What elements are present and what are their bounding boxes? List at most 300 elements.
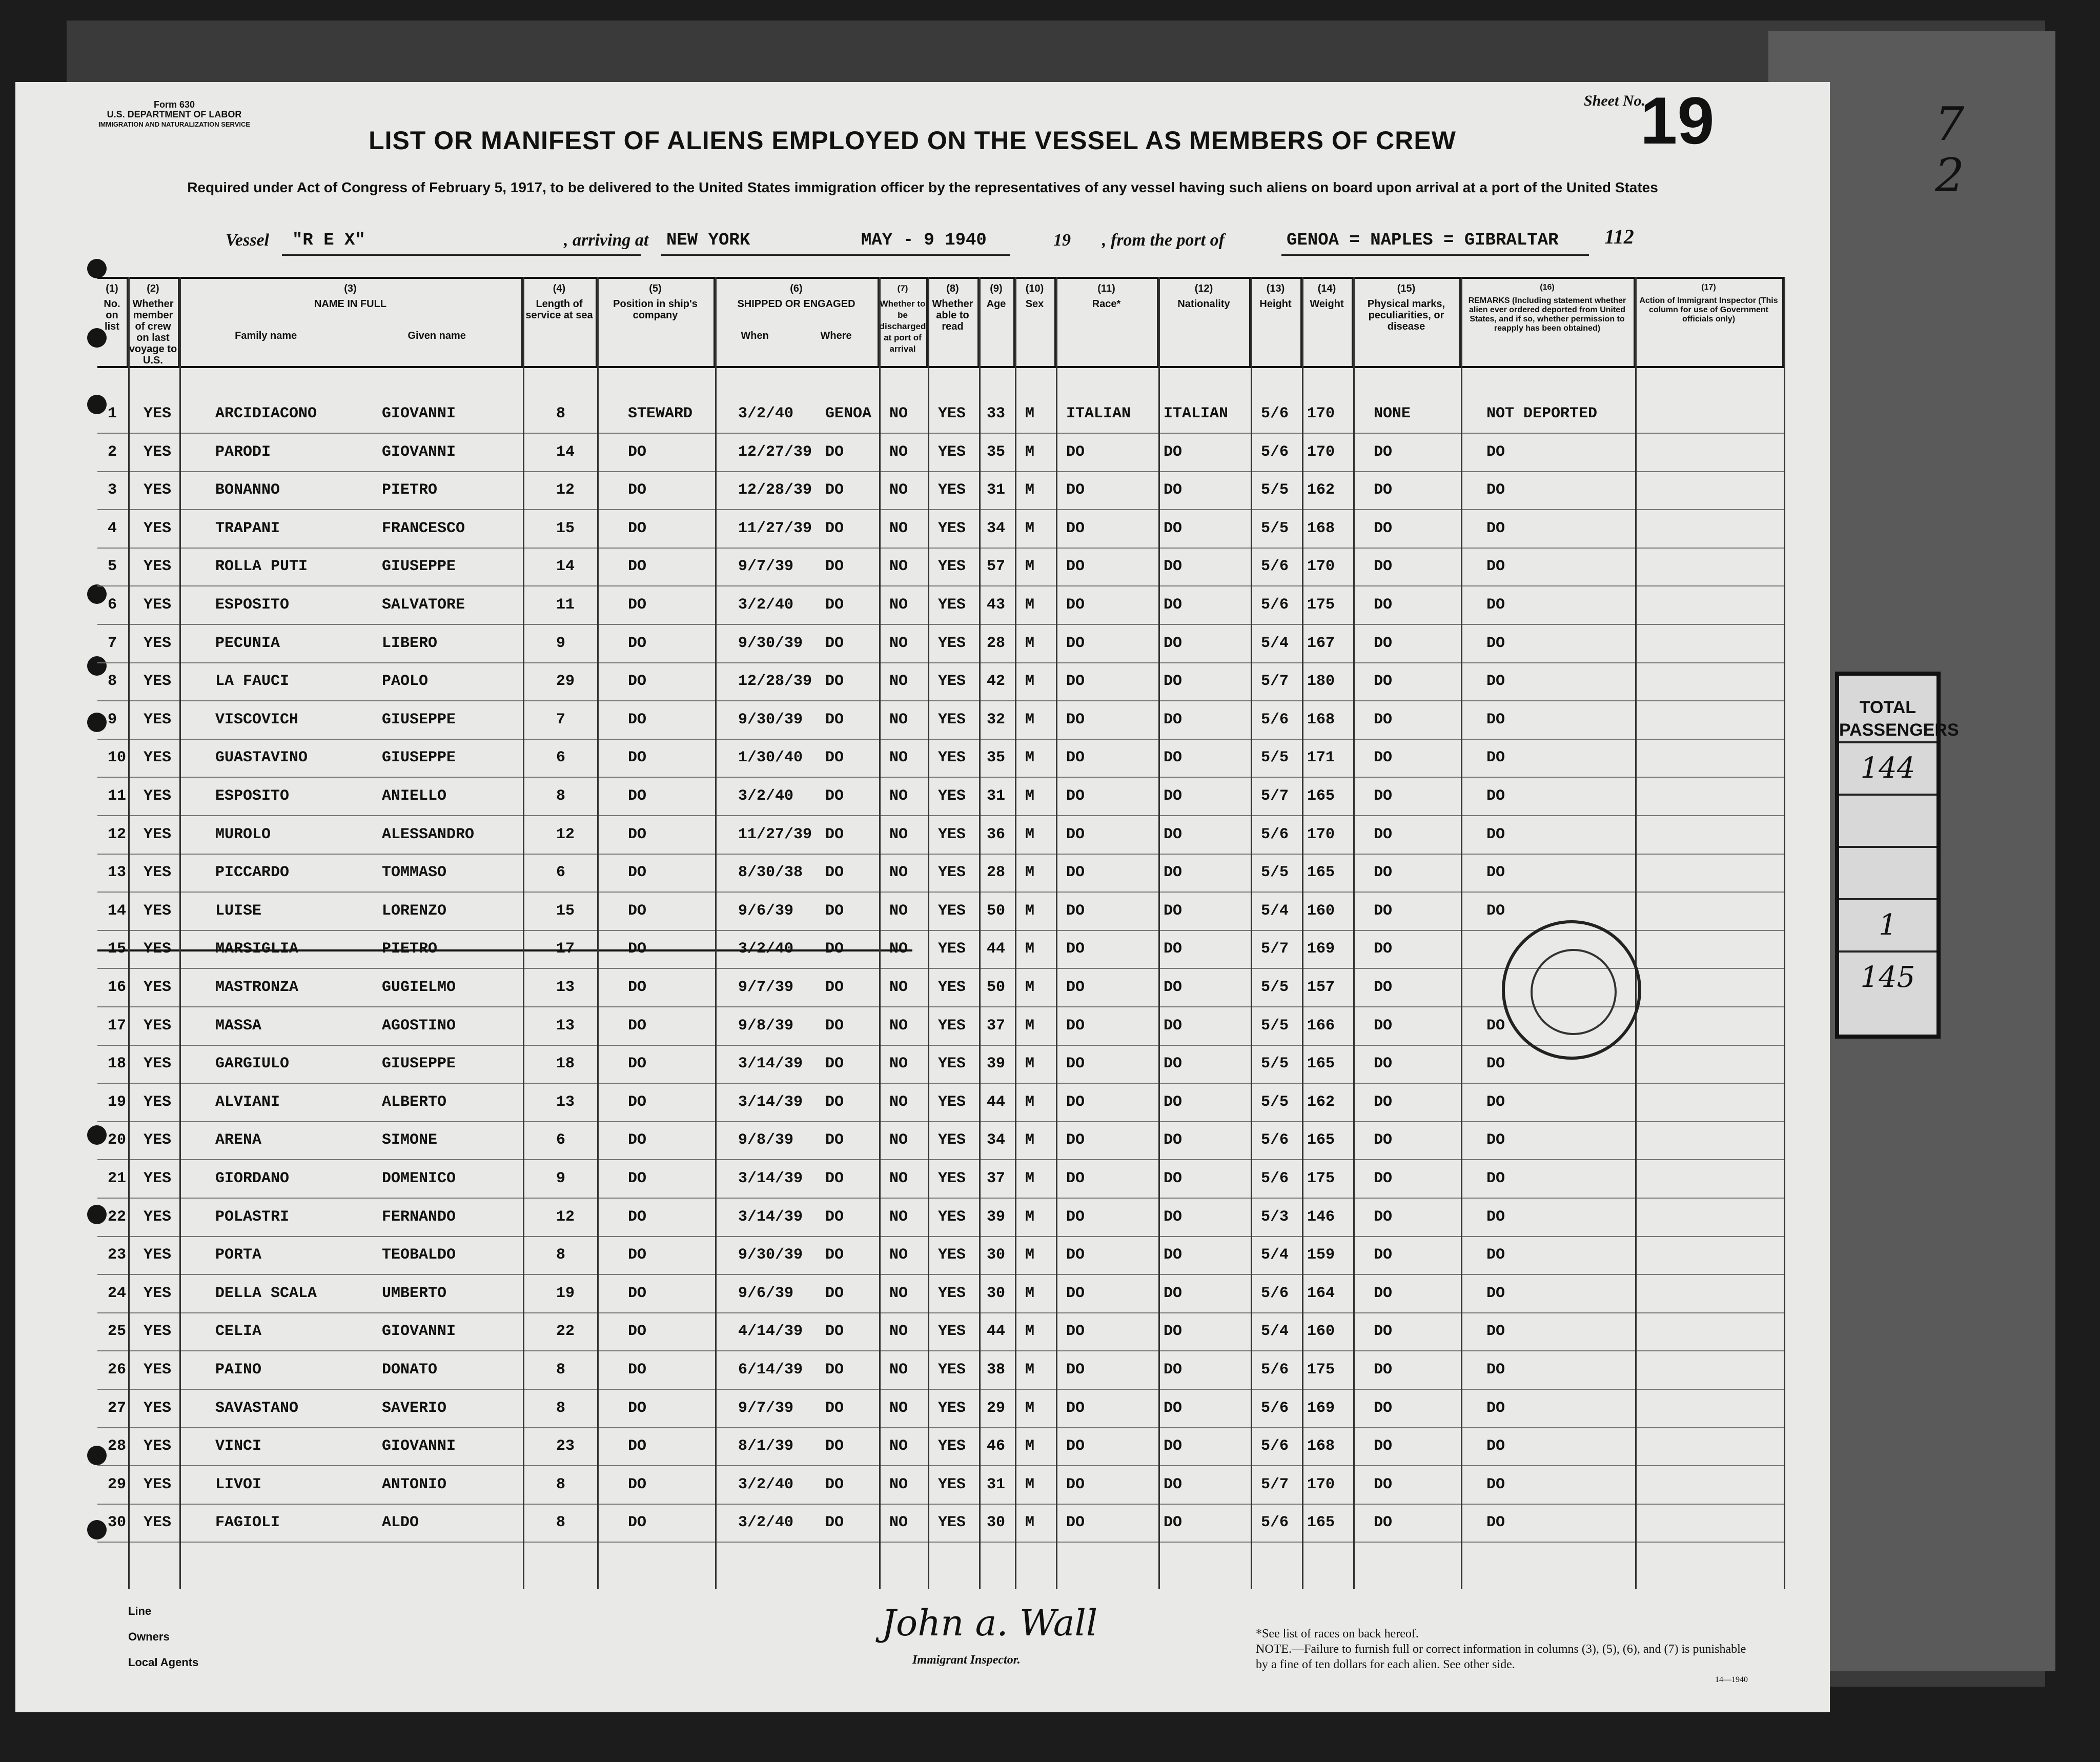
- table-cell: TRAPANI: [215, 519, 280, 537]
- table-cell: DO: [1066, 1246, 1085, 1264]
- table-cell: PARODI: [215, 443, 271, 461]
- table-cell: 17: [556, 940, 575, 958]
- table-cell: GIUSEPPE: [382, 711, 456, 728]
- table-cell: M: [1025, 979, 1035, 996]
- table-cell: 168: [1307, 711, 1335, 728]
- total-count: 112: [1604, 225, 1634, 248]
- table-cell: DO: [1374, 1055, 1393, 1073]
- table-cell: NO: [889, 1131, 908, 1149]
- table-cell: TEOBALDO: [382, 1246, 456, 1264]
- table-cell: DO: [1486, 1093, 1505, 1111]
- table-cell: YES: [144, 1093, 172, 1111]
- table-cell: YES: [938, 443, 966, 461]
- table-cell: DO: [1374, 1323, 1393, 1341]
- table-cell: 5/6: [1261, 558, 1289, 576]
- table-cell: DO: [1486, 443, 1505, 461]
- table-cell: BONANNO: [215, 481, 280, 499]
- table-cell: M: [1025, 443, 1035, 461]
- table-cell: ANIELLO: [382, 787, 447, 805]
- table-cell: NO: [889, 673, 908, 691]
- table-cell: 8: [556, 1361, 566, 1379]
- table-cell: 160: [1307, 1323, 1335, 1341]
- table-row: [97, 395, 1784, 434]
- table-cell: M: [1025, 825, 1035, 843]
- table-cell: DO: [1374, 749, 1393, 767]
- table-cell: YES: [144, 1284, 172, 1302]
- table-row: [97, 662, 1784, 701]
- table-cell: DO: [1486, 1361, 1505, 1379]
- table-cell: DO: [1374, 558, 1393, 576]
- table-cell: YES: [938, 634, 966, 652]
- table-cell: NO: [889, 519, 908, 537]
- table-cell: 5/7: [1261, 787, 1289, 805]
- column-rule: [179, 277, 181, 1589]
- table-cell: M: [1025, 634, 1035, 652]
- table-cell: 3/2/40: [738, 1475, 794, 1493]
- table-cell: 23: [108, 1246, 127, 1264]
- col-header: (7) Whether to be discharged at port of arrival: [879, 279, 928, 366]
- table-cell: 39: [987, 1055, 1006, 1073]
- table-cell: DO: [1486, 902, 1505, 920]
- table-cell: DO: [825, 864, 844, 882]
- col-header: (14) Weight: [1302, 279, 1353, 366]
- table-cell: 5/5: [1261, 1093, 1289, 1111]
- table-cell: 171: [1307, 749, 1335, 767]
- table-cell: 34: [987, 519, 1006, 537]
- table-cell: GENOA: [825, 405, 872, 422]
- table-row: [97, 1466, 1784, 1505]
- table-row: [97, 892, 1784, 931]
- table-cell: DO: [1374, 825, 1393, 843]
- vessel-label: Vessel: [226, 231, 269, 250]
- table-cell: DO: [1486, 1399, 1505, 1417]
- table-cell: 3/14/39: [738, 1093, 803, 1111]
- table-cell: YES: [144, 1170, 172, 1187]
- table-cell: YES: [144, 1514, 172, 1532]
- table-cell: 5/6: [1261, 711, 1289, 728]
- table-cell: DO: [825, 1284, 844, 1302]
- table-cell: 11/27/39: [738, 825, 812, 843]
- table-cell: PECUNIA: [215, 634, 280, 652]
- table-cell: DO: [1486, 1208, 1505, 1226]
- table-cell: DO: [1374, 902, 1393, 920]
- table-cell: 11: [556, 596, 575, 614]
- table-cell: 31: [987, 481, 1006, 499]
- table-cell: 13: [108, 864, 127, 882]
- table-cell: 17: [108, 1017, 127, 1035]
- table-cell: ITALIAN: [1164, 405, 1229, 422]
- table-cell: VINCI: [215, 1437, 262, 1455]
- tally-cell: [1839, 846, 1936, 898]
- table-cell: DO: [1066, 940, 1085, 958]
- table-cell: DO: [1164, 825, 1182, 843]
- table-cell: YES: [938, 1131, 966, 1149]
- table-row: [97, 1504, 1784, 1543]
- table-cell: DO: [1066, 1170, 1085, 1187]
- table-cell: DO: [628, 749, 647, 767]
- from-ports: GENOA = NAPLES = GIBRALTAR: [1287, 231, 1559, 250]
- table-cell: M: [1025, 787, 1035, 805]
- col-header: (10) Sex: [1015, 279, 1056, 366]
- table-row: [97, 854, 1784, 893]
- table-cell: DO: [1486, 1437, 1505, 1455]
- table-cell: GARGIULO: [215, 1055, 290, 1073]
- table-cell: M: [1025, 1093, 1035, 1111]
- table-cell: 6: [556, 864, 566, 882]
- column-rule: [1635, 277, 1637, 1589]
- table-cell: 5/6: [1261, 1131, 1289, 1149]
- table-cell: 30: [987, 1284, 1006, 1302]
- footnote: [1256, 1626, 1748, 1688]
- table-cell: DO: [1164, 1437, 1182, 1455]
- table-cell: YES: [938, 481, 966, 499]
- table-cell: 3/14/39: [738, 1208, 803, 1226]
- table-cell: M: [1025, 1170, 1035, 1187]
- table-cell: 5/6: [1261, 405, 1289, 422]
- table-cell: SALVATORE: [382, 596, 465, 614]
- table-cell: 12: [556, 825, 575, 843]
- table-cell: 8: [556, 1399, 566, 1417]
- inspector-signature: John a. Wall: [882, 1602, 1098, 1644]
- table-cell: 46: [987, 1437, 1006, 1455]
- table-cell: NO: [889, 634, 908, 652]
- stamp-inner-ring: [1531, 949, 1617, 1035]
- column-rule: [879, 277, 881, 1589]
- table-cell: ALVIANI: [215, 1093, 280, 1111]
- table-cell: YES: [144, 825, 172, 843]
- col-header: (3) NAME IN FULL Family name Given name: [179, 279, 523, 366]
- table-cell: M: [1025, 481, 1035, 499]
- table-cell: YES: [938, 940, 966, 958]
- tally-cell: [1839, 794, 1936, 846]
- print-code: 14—1940: [1715, 1675, 1748, 1684]
- table-cell: 32: [987, 711, 1006, 728]
- table-cell: NO: [889, 1514, 908, 1532]
- table-cell: 29: [108, 1475, 127, 1493]
- table-cell: YES: [938, 596, 966, 614]
- table-cell: 3/2/40: [738, 787, 794, 805]
- inspector-caption: Immigrant Inspector.: [912, 1653, 1021, 1667]
- table-cell: M: [1025, 519, 1035, 537]
- table-cell: 4: [108, 519, 117, 537]
- consulate-stamp: [1502, 920, 1641, 1060]
- column-rule: [928, 277, 929, 1589]
- table-row: [97, 1160, 1784, 1199]
- table-cell: DO: [1066, 1017, 1085, 1035]
- column-rule: [128, 277, 130, 1589]
- table-cell: DO: [1066, 1131, 1085, 1149]
- table-cell: 27: [108, 1399, 127, 1417]
- column-rule: [1784, 277, 1785, 1589]
- table-cell: MASTRONZA: [215, 979, 299, 996]
- table-cell: GIOVANNI: [382, 1323, 456, 1341]
- table-cell: M: [1025, 673, 1035, 691]
- table-cell: M: [1025, 1437, 1035, 1455]
- note-text: NOTE.—Failure to furnish full or correct information in columns (3), (5), (6), and (7) is punishable by a fine of ten dollars for each alien. See other side.: [1256, 1643, 1746, 1671]
- table-cell: NONE: [1374, 405, 1411, 422]
- table-cell: DO: [1066, 1055, 1085, 1073]
- table-cell: ALDO: [382, 1514, 419, 1532]
- table-cell: YES: [144, 443, 172, 461]
- col-header: (12) Nationality: [1158, 279, 1251, 366]
- table-cell: 9/7/39: [738, 558, 794, 576]
- form-tag: [92, 100, 256, 129]
- table-cell: 9/6/39: [738, 902, 794, 920]
- table-cell: 9: [556, 634, 566, 652]
- table-cell: 3/2/40: [738, 1514, 794, 1532]
- table-cell: DO: [628, 787, 647, 805]
- table-cell: DO: [1374, 711, 1393, 728]
- table-cell: SAVASTANO: [215, 1399, 299, 1417]
- table-cell: DO: [1164, 902, 1182, 920]
- table-cell: YES: [144, 1361, 172, 1379]
- table-cell: DO: [825, 481, 844, 499]
- table-cell: NO: [889, 787, 908, 805]
- table-row: [97, 1351, 1784, 1390]
- table-cell: DO: [1374, 443, 1393, 461]
- table-cell: 57: [987, 558, 1006, 576]
- table-cell: 9/30/39: [738, 711, 803, 728]
- table-cell: NO: [889, 481, 908, 499]
- table-cell: YES: [938, 825, 966, 843]
- table-cell: DO: [1374, 1131, 1393, 1149]
- table-cell: 165: [1307, 1055, 1335, 1073]
- table-cell: M: [1025, 1284, 1035, 1302]
- table-cell: LA FAUCI: [215, 673, 290, 691]
- table-cell: GIORDANO: [215, 1170, 290, 1187]
- table-cell: 8: [556, 1475, 566, 1493]
- underline: [661, 254, 866, 256]
- table-cell: 39: [987, 1208, 1006, 1226]
- table-cell: YES: [144, 1131, 172, 1149]
- table-cell: GIUSEPPE: [382, 1055, 456, 1073]
- table-cell: DO: [1486, 634, 1505, 652]
- table-cell: YES: [938, 1475, 966, 1493]
- table-cell: DO: [1486, 787, 1505, 805]
- table-cell: YES: [144, 749, 172, 767]
- table-cell: 170: [1307, 405, 1335, 422]
- table-cell: 160: [1307, 902, 1335, 920]
- table-cell: DO: [1486, 1246, 1505, 1264]
- table-cell: DO: [1486, 825, 1505, 843]
- table-cell: 3: [108, 481, 117, 499]
- table-cell: DO: [1066, 825, 1085, 843]
- table-cell: DO: [1164, 711, 1182, 728]
- table-cell: DO: [1486, 1017, 1505, 1035]
- table-cell: DO: [825, 673, 844, 691]
- margin-note-2: 2: [1935, 149, 1965, 202]
- table-cell: NO: [889, 902, 908, 920]
- table-cell: DO: [1164, 673, 1182, 691]
- table-cell: 44: [987, 1323, 1006, 1341]
- table-cell: DO: [1374, 1361, 1393, 1379]
- table-cell: SAVERIO: [382, 1399, 447, 1417]
- table-cell: DO: [1164, 1361, 1182, 1379]
- table-cell: NO: [889, 1475, 908, 1493]
- table-cell: NO: [889, 1055, 908, 1073]
- table-cell: 50: [987, 979, 1006, 996]
- table-cell: DO: [825, 1170, 844, 1187]
- table-cell: DO: [628, 1055, 647, 1073]
- table-cell: DO: [825, 940, 844, 958]
- table-cell: NO: [889, 825, 908, 843]
- table-cell: 44: [987, 1093, 1006, 1111]
- table-cell: DO: [628, 940, 647, 958]
- table-cell: 170: [1307, 443, 1335, 461]
- table-cell: ARENA: [215, 1131, 262, 1149]
- table-cell: STEWARD: [628, 405, 693, 422]
- table-cell: 4/14/39: [738, 1323, 803, 1341]
- table-cell: DO: [628, 1475, 647, 1493]
- table-cell: 9/30/39: [738, 634, 803, 652]
- table-row: [97, 701, 1784, 740]
- table-cell: 22: [556, 1323, 575, 1341]
- table-row: [97, 1274, 1784, 1313]
- table-cell: 6: [556, 1131, 566, 1149]
- table-cell: DO: [628, 596, 647, 614]
- table-cell: TOMMASO: [382, 864, 447, 882]
- table-cell: DO: [628, 1323, 647, 1341]
- table-cell: 37: [987, 1170, 1006, 1187]
- table-cell: 13: [556, 979, 575, 996]
- table-cell: DO: [1164, 940, 1182, 958]
- table-cell: PAOLO: [382, 673, 429, 691]
- table-cell: DO: [628, 481, 647, 499]
- table-cell: DO: [628, 1093, 647, 1111]
- table-cell: DO: [1164, 864, 1182, 882]
- table-cell: 31: [987, 787, 1006, 805]
- table-cell: 9/8/39: [738, 1131, 794, 1149]
- table-cell: 9/6/39: [738, 1284, 794, 1302]
- table-cell: 8/1/39: [738, 1437, 794, 1455]
- table-cell: 9/30/39: [738, 1246, 803, 1264]
- table-cell: 8: [556, 405, 566, 422]
- table-cell: DO: [1486, 558, 1505, 576]
- table-cell: YES: [938, 1399, 966, 1417]
- table-cell: 5/4: [1261, 1246, 1289, 1264]
- table-cell: LUISE: [215, 902, 262, 920]
- table-cell: 5/6: [1261, 1170, 1289, 1187]
- table-cell: DO: [1066, 864, 1085, 882]
- table-cell: 165: [1307, 787, 1335, 805]
- table-cell: YES: [144, 902, 172, 920]
- column-rule: [597, 277, 599, 1589]
- table-cell: DO: [1374, 1514, 1393, 1532]
- table-cell: M: [1025, 405, 1035, 422]
- table-row: [97, 816, 1784, 855]
- table-cell: DO: [1374, 673, 1393, 691]
- table-cell: M: [1025, 558, 1035, 576]
- table-row: [97, 1198, 1784, 1237]
- from-label: , from the port of: [1102, 231, 1225, 250]
- table-cell: DO: [628, 634, 647, 652]
- table-cell: 24: [108, 1284, 127, 1302]
- table-cell: ESPOSITO: [215, 787, 290, 805]
- table-cell: DO: [825, 979, 844, 996]
- table-cell: DO: [1066, 634, 1085, 652]
- table-cell: DO: [1486, 481, 1505, 499]
- table-cell: DO: [628, 1514, 647, 1532]
- agents-label: Local Agents: [128, 1656, 199, 1669]
- table-cell: M: [1025, 1361, 1035, 1379]
- table-cell: DO: [825, 1475, 844, 1493]
- table-cell: 50: [987, 902, 1006, 920]
- table-cell: DO: [1164, 1323, 1182, 1341]
- table-cell: UMBERTO: [382, 1284, 447, 1302]
- table-cell: GUGIELMO: [382, 979, 456, 996]
- table-cell: NO: [889, 1017, 908, 1035]
- table-cell: DO: [628, 902, 647, 920]
- table-cell: DO: [1486, 1475, 1505, 1493]
- table-cell: DO: [1066, 1361, 1085, 1379]
- table-cell: DO: [825, 825, 844, 843]
- table-cell: ANTONIO: [382, 1475, 447, 1493]
- note-races: *See list of races on back hereof.: [1256, 1627, 1419, 1641]
- owners-label: Owners: [128, 1630, 170, 1643]
- table-cell: DO: [1164, 1284, 1182, 1302]
- table-cell: 180: [1307, 673, 1335, 691]
- table-row: [97, 433, 1784, 472]
- table-cell: DO: [628, 443, 647, 461]
- table-row: [97, 624, 1784, 663]
- table-cell: 5/4: [1261, 902, 1289, 920]
- table-cell: PIETRO: [382, 940, 438, 958]
- table-cell: M: [1025, 864, 1035, 882]
- table-cell: DO: [1164, 1514, 1182, 1532]
- table-cell: PORTA: [215, 1246, 262, 1264]
- table-cell: DO: [628, 673, 647, 691]
- table-cell: 43: [987, 596, 1006, 614]
- col-header: (16) REMARKS (Including statement whether alien ever ordered deported from United States, and if so, whether permission to reapply has been obtained): [1461, 279, 1635, 366]
- table-cell: 15: [556, 902, 575, 920]
- col-header: (1) No. on list: [97, 279, 128, 366]
- table-cell: DO: [1486, 1514, 1505, 1532]
- table-cell: 13: [556, 1093, 575, 1111]
- table-cell: 28: [987, 634, 1006, 652]
- table-cell: DO: [825, 1131, 844, 1149]
- table-cell: YES: [938, 1170, 966, 1187]
- table-cell: 166: [1307, 1017, 1335, 1035]
- table-cell: YES: [144, 558, 172, 576]
- table-cell: 25: [108, 1323, 127, 1341]
- col-header: (17) Action of Immigrant Inspector (This column for use of Government officials only): [1635, 279, 1784, 366]
- table-cell: PAINO: [215, 1361, 262, 1379]
- table-cell: 9: [108, 711, 117, 728]
- table-cell: 37: [987, 1017, 1006, 1035]
- table-cell: DO: [628, 558, 647, 576]
- table-cell: DO: [1164, 1170, 1182, 1187]
- table-cell: NO: [889, 1284, 908, 1302]
- column-rule: [1056, 277, 1057, 1589]
- table-cell: YES: [144, 864, 172, 882]
- table-cell: DO: [1486, 1170, 1505, 1187]
- table-cell: DO: [628, 1208, 647, 1226]
- table-cell: ROLLA PUTI: [215, 558, 308, 576]
- table-cell: YES: [938, 864, 966, 882]
- arrival-date: MAY - 9 1940: [861, 231, 987, 250]
- table-cell: M: [1025, 1131, 1035, 1149]
- table-cell: YES: [144, 1246, 172, 1264]
- table-cell: M: [1025, 1475, 1035, 1493]
- table-cell: 44: [987, 940, 1006, 958]
- table-cell: DO: [1486, 596, 1505, 614]
- table-cell: 12/28/39: [738, 673, 812, 691]
- table-cell: DO: [1486, 749, 1505, 767]
- table-cell: DO: [1486, 1323, 1505, 1341]
- table-cell: DO: [825, 558, 844, 576]
- table-cell: 162: [1307, 1093, 1335, 1111]
- col-header: (15) Physical marks, peculiarities, or disease: [1353, 279, 1461, 366]
